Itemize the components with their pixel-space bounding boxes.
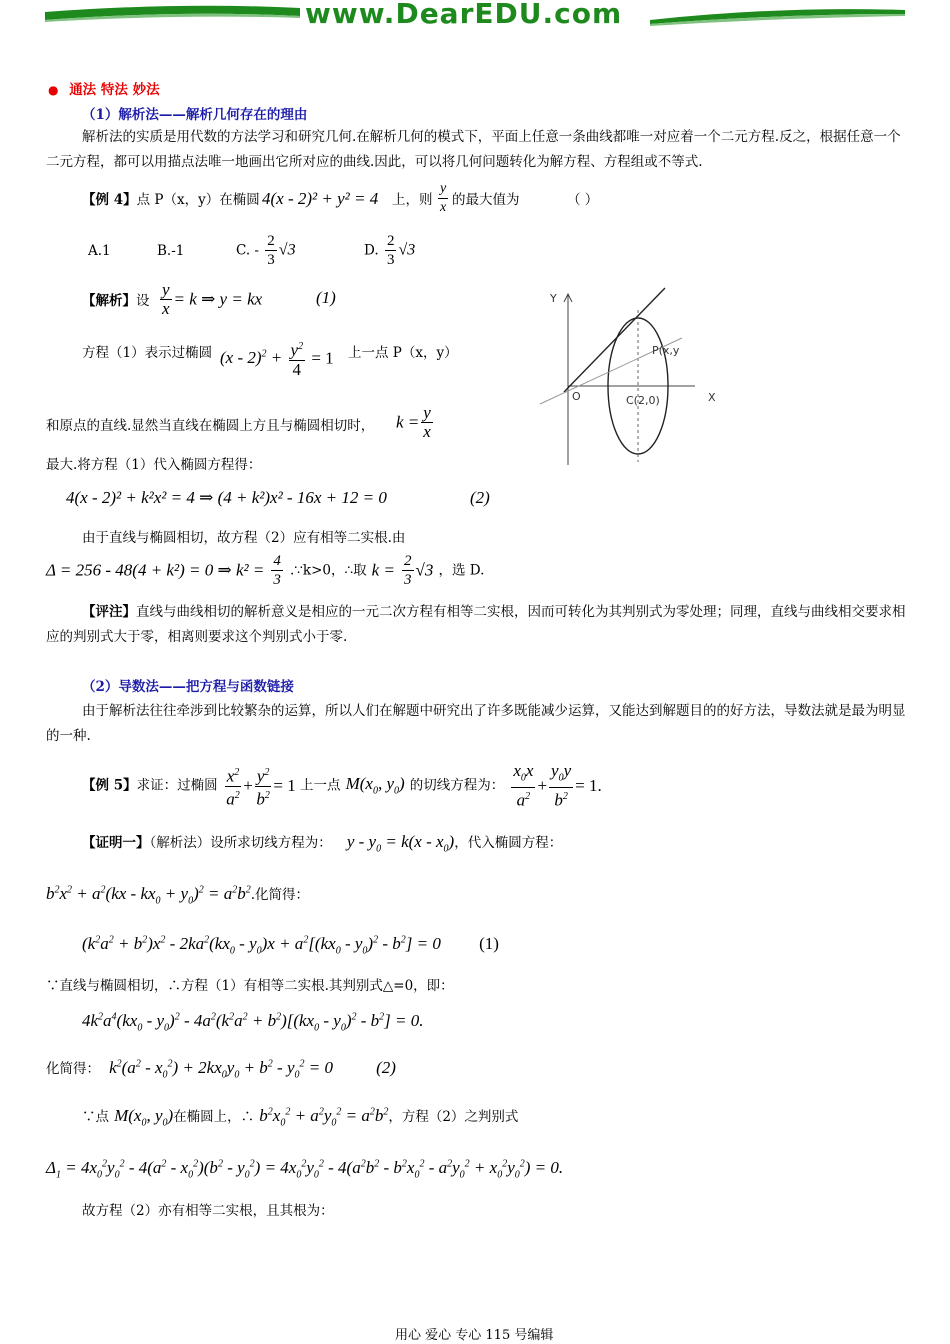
- solution-eq-2-number: (2): [470, 488, 490, 507]
- option-a: A.1: [88, 243, 111, 259]
- proof-point-on-ellipse: ∵点 $M(x_0$, $y_0$)在椭圆上，∴ $b^2x_0^2 + a^2y_0^2 = a^2b^2$，方程（2）之判别式: [82, 1106, 519, 1129]
- option-d: D. $\frac{2}{3}$ √3: [364, 233, 416, 268]
- solution-eq-1-number: (1): [316, 288, 336, 307]
- option-b: B.-1: [157, 243, 185, 259]
- x-axis-label: X: [708, 391, 716, 404]
- proof-eq-1: $(k^2a^2 + b^2)x^2 - 2ka^2(kx_0 - y_0)x + a^2[(kx_0 - y_0)^2 - b^2] = 0$ (1): [82, 934, 499, 957]
- example-4-answer-bracket: （ ）: [567, 192, 599, 208]
- origin-label: O: [572, 390, 581, 403]
- subsection-1-paragraph: 解析法的实质是用代数的方法学习和研究几何.在解析几何的模式下，平面上任意一条曲线都唯一对应着一个二元方程.反之，根据任意一个二元方程，都可以用描点法唯一地画出它所对应的曲线.因此，可以将几何问题转化为解方程、方程组或不等式.: [46, 129, 901, 170]
- proof-one-tag: 【证明一】: [82, 835, 150, 851]
- ellipse-tangent-graph: [530, 280, 730, 470]
- page-footer: 用心 爱心 专心 115 号编辑: [395, 1328, 554, 1343]
- solution-k-eq: k = $\frac{y}{x}$: [396, 403, 431, 441]
- section-title: 通法 特法 妙法: [69, 82, 160, 98]
- solution-line-1: 【解析】设: [82, 293, 150, 309]
- proof-eq-discriminant-2: $\Delta_1 = 4x_0^2y_0^2 - 4(a^2 - x_0^2)(b^2 - y_0^2) = 4x_0^2y_0^2 - 4(a^2b^2 - b^2x_0^2 - a^2y_0^2 + x_0^2y_0^2) = 0$.: [46, 1158, 564, 1181]
- proof-eq-discriminant-1: $4k^2a^4(kx_0 - y_0)^2 - 4a^2(k^2a^2 + b^2)[(kx_0 - y_0)^2 - b^2] = 0$.: [82, 1011, 424, 1034]
- solution-p4: 由于直线与椭圆相切，故方程（2）应有相等二实根.由: [82, 530, 406, 546]
- subsection-2-paragraph: 由于解析法往往牵涉到比较繁杂的运算，所以人们在解题中研究出了许多既能减少运算，又能达到解题目的的好方法，导数法就是最为明显的一种.: [46, 703, 906, 744]
- solution-eq-3: Δ = 256 - 48(4 + k²) = 0 ⇒ k² = $\frac{4}{3}$ .∵k>0，∴取 k = $\frac{2}{3}$ √3 ，选 D.: [46, 553, 485, 588]
- proof-one-line: 【证明一】（解析法）设所求切线方程为： $y - y_0 = k(x - x_0)$，代入椭圆方程：: [82, 832, 563, 855]
- example-5-tag: 【例 5】: [82, 777, 137, 794]
- example-4-tag: 【例 4】: [82, 192, 137, 208]
- point-p-label: P(x,y: [652, 344, 680, 357]
- proof-eq-substitute: $b^2x^2 + a^2(kx - kx_0 + y_0)^2 = a^2b^2$.化简得：: [46, 884, 310, 907]
- section-heading: [48, 80, 160, 100]
- solution-p3: 最大.将方程（1）代入椭圆方程得：: [46, 457, 262, 473]
- proof-last-line: 故方程（2）亦有相等二实根，且其根为：: [82, 1203, 334, 1219]
- solution-tag: 【解析】: [82, 293, 136, 309]
- bullet-dot-icon: ●: [48, 83, 59, 97]
- example-4-text1: 点 P（x，y）在椭圆: [136, 192, 260, 208]
- tangent-line: [564, 288, 665, 392]
- proof-eq-2-line: 化简得： $k^2(a^2 - x_0^2) + 2kx_0y_0 + b^2 - y_0^2 = 0$ (2): [46, 1058, 396, 1081]
- example-5-line: 【例 5】求证：过椭圆 $\frac{x^2}{a^2}$ + $\frac{y^2}{b^2}$ = 1 上一点 $M(x_0$, $y_0$) 的切线方程为： $\frac{x_0x}{a^2}$ + $\frac{y_0y}{b^2}$ = 1.: [82, 761, 602, 811]
- solution-p1b: 上一点 P（x，y）: [348, 345, 458, 361]
- proof-line-a: ∵直线与椭圆相切，∴方程（1）有相等二实根.其判别式△=0，即：: [46, 978, 454, 994]
- example-4-ellipse-eq: 4(x - 2)² + y² = 4: [262, 189, 379, 208]
- center-label: C(2,0): [626, 394, 660, 407]
- header-banner: [0, 0, 950, 34]
- example-4-fraction-y-over-x: $\frac{y}{x}$: [440, 181, 447, 215]
- option-c: C. - $\frac{2}{3}$ √3: [236, 233, 296, 268]
- site-logo-text: www.DearEDU.com: [305, 0, 623, 30]
- subsection-2-title: （2）导数法——把方程与函数链接: [82, 679, 294, 695]
- comment-tag: 【评注】: [82, 604, 136, 620]
- solution-eq-2: 4(x - 2)² + k²x² = 4 ⇒ (4 + k²)x² - 16x + 12 = 0: [66, 488, 387, 507]
- solution-eq-1: $\frac{y}{x}$ = k ⇒ y = kx: [162, 280, 263, 318]
- solution-ellipse-std: (x - 2)$^2$ + $\frac{y^2}{4}$ = 1: [220, 338, 334, 379]
- comment-paragraph: 【评注】直线与曲线相切的解析意义是相应的一元二次方程有相等二实根，因而可转化为其判别式为零处理；同理，直线与曲线相交要求相应的判别式大于零，相离则要求这个判别式小于零.: [46, 604, 906, 645]
- example-4-question: [82, 190, 260, 210]
- subsection-1-title: （1）解析法——解析几何存在的理由: [82, 107, 308, 123]
- example-4-text3: 的最大值为: [452, 192, 520, 208]
- example-4-text2: 上，则: [392, 192, 433, 208]
- solution-p1a: 方程（1）表示过椭圆: [82, 345, 213, 361]
- solution-p2: 和原点的直线.显然当直线在椭圆上方且与椭圆相切时，: [46, 418, 375, 434]
- y-axis-label: Y: [550, 292, 557, 305]
